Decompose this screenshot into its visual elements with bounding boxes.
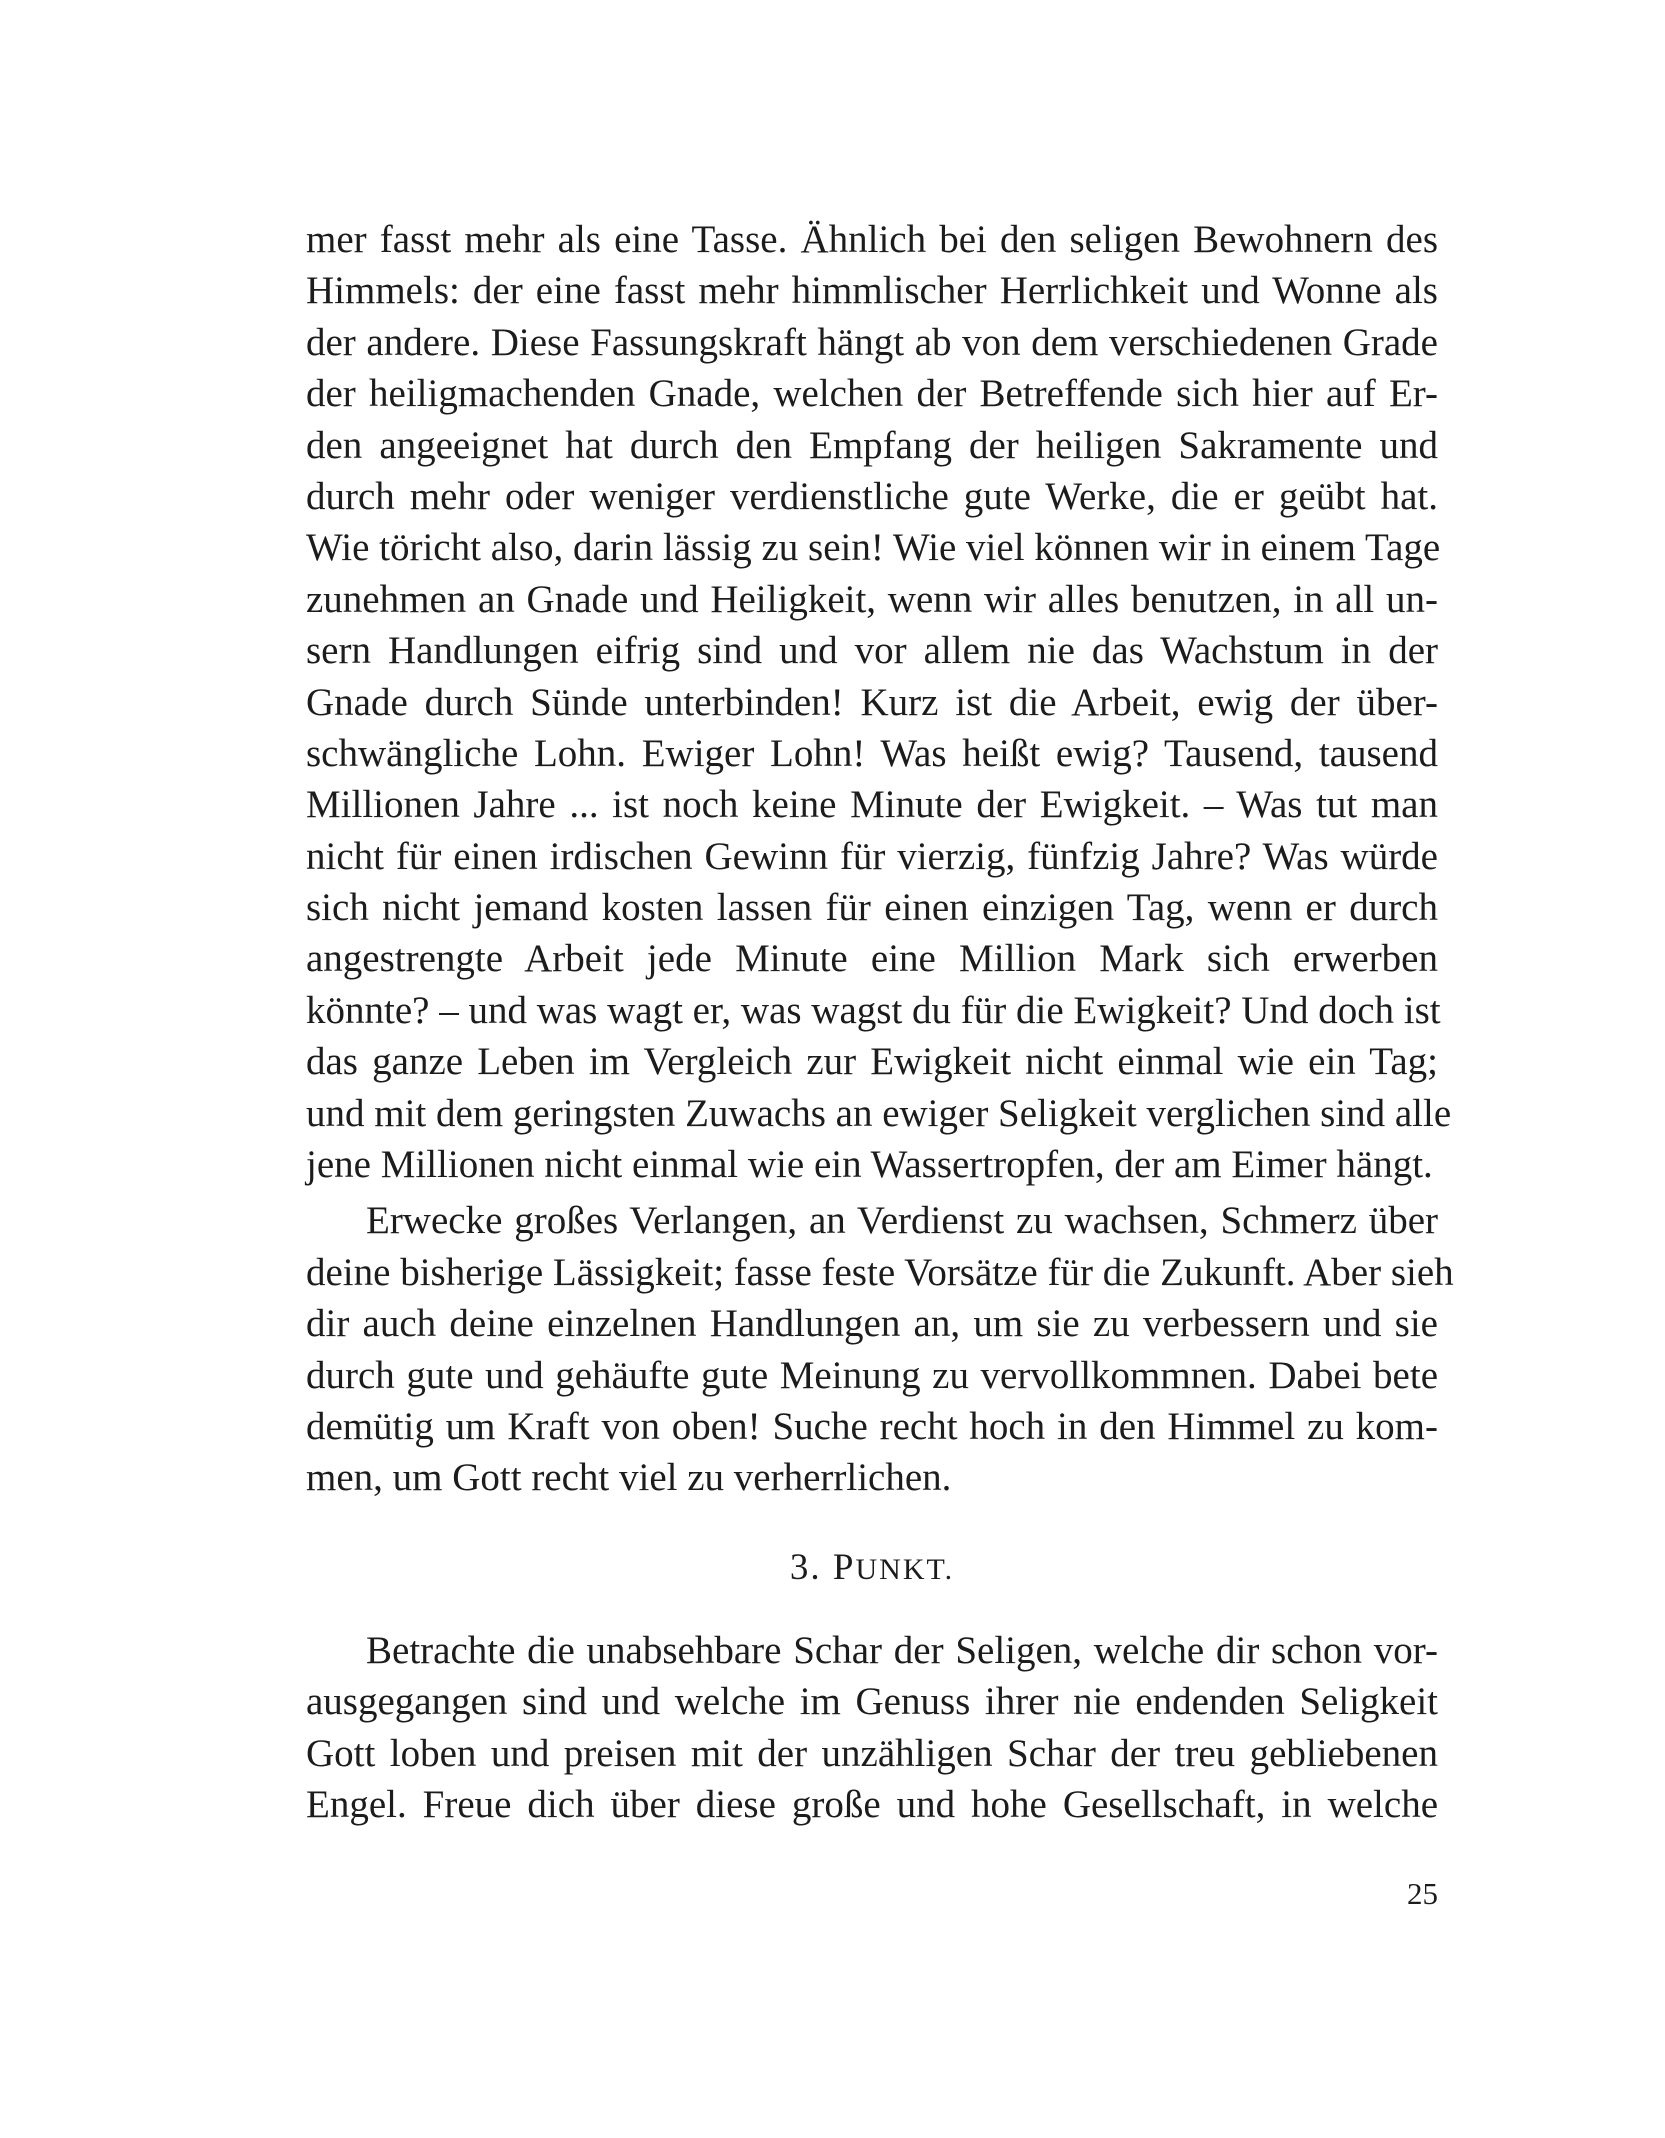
text-line: Engel. Freue dich über diese große und hohe Gesellschaft, in welche xyxy=(306,1782,1438,1826)
paragraph-resolution xyxy=(306,1195,1454,1503)
text-line: nicht für einen irdischen Gewinn für vierzig, fünfzig Jahre? Was würde xyxy=(306,834,1438,878)
text-line: durch mehr oder weniger verdienstliche gute Werke, die er geübt hat. xyxy=(306,474,1438,518)
text-line: dir auch deine einzelnen Handlungen an, um sie zu verbessern und sie xyxy=(306,1302,1438,1346)
page-body xyxy=(306,214,1454,1830)
section-number: 3. xyxy=(789,1546,822,1588)
text-line: Betrachte die unabsehbare Schar der Seligen, welche dir schon vor- xyxy=(366,1628,1438,1672)
text-line: zunehmen an Gnade und Heiligkeit, wenn wir alles benutzen, in all un- xyxy=(306,577,1438,621)
text-line: schwängliche Lohn. Ewiger Lohn! Was heißt ewig? Tausend, tausend xyxy=(306,731,1438,775)
text-line: den angeeignet hat durch den Empfang der heiligen Sakramente und xyxy=(306,423,1438,467)
text-line: sich nicht jemand kosten lassen für einen einzigen Tag, wenn er durch xyxy=(306,886,1438,930)
text-line: men, um Gott recht viel zu verherrlichen. xyxy=(306,1456,952,1500)
text-line: das ganze Leben im Vergleich zur Ewigkeit nicht einmal wie ein Tag; xyxy=(306,1040,1438,1084)
text-line: Wie töricht also, darin lässig zu sein! Wie viel können wir in einem Tage xyxy=(306,526,1441,570)
text-line: der andere. Diese Fassungskraft hängt ab von dem verschiedenen Grade xyxy=(306,320,1438,364)
text-line: könnte? – und was wagt er, was wagst du für die Ewigkeit? Und doch ist xyxy=(306,988,1441,1032)
paragraph-continuation xyxy=(306,214,1452,1190)
text-line: Erwecke großes Verlangen, an Verdienst zu wachsen, Schmerz über xyxy=(366,1199,1438,1243)
text-line: Gott loben und preisen mit der unzähligen Schar der treu gebliebenen xyxy=(306,1731,1438,1775)
text-line: durch gute und gehäufte gute Meinung zu vervollkommnen. Dabei bete xyxy=(306,1353,1438,1397)
text-line: sern Handlungen eifrig sind und vor allem nie das Wachstum in der xyxy=(306,629,1438,673)
page-number: 25 xyxy=(1407,1876,1438,1911)
text-line: Gnade durch Sünde unterbinden! Kurz ist die Arbeit, ewig der über- xyxy=(306,680,1438,724)
text-line: angestrengte Arbeit jede Minute eine Million Mark sich erwerben xyxy=(306,937,1438,981)
text-line: der heiligmachenden Gnade, welchen der Betreffende sich hier auf Er- xyxy=(306,372,1438,416)
text-line: deine bisherige Lässigkeit; fasse feste Vorsätze für die Zukunft. Aber sieh xyxy=(306,1250,1454,1294)
text-line: mer fasst mehr als eine Tasse. Ähnlich bei den seligen Bewohnern des xyxy=(306,218,1438,261)
section-heading xyxy=(306,1542,1438,1595)
text-line: ausgegangen sind und welche im Genuss ihrer nie endenden Seligkeit xyxy=(306,1680,1438,1724)
section-initial: P xyxy=(832,1546,856,1588)
section-title-rest: UNKT. xyxy=(855,1552,955,1586)
text-line: Himmels: der eine fasst mehr himmlischer Herrlichkeit und Wonne als xyxy=(306,269,1438,313)
text-line: Millionen Jahre ... ist noch keine Minute der Ewigkeit. – Was tut man xyxy=(306,783,1438,827)
paragraph-section-3 xyxy=(306,1625,1438,1831)
text-line: jene Millionen nicht einmal wie ein Wassertropfen, der am Eimer hängt. xyxy=(306,1143,1433,1187)
text-line: und mit dem geringsten Zuwachs an ewiger Seligkeit verglichen sind alle xyxy=(306,1091,1452,1135)
text-line: demütig um Kraft von oben! Suche recht hoch in den Himmel zu kom- xyxy=(306,1404,1438,1448)
